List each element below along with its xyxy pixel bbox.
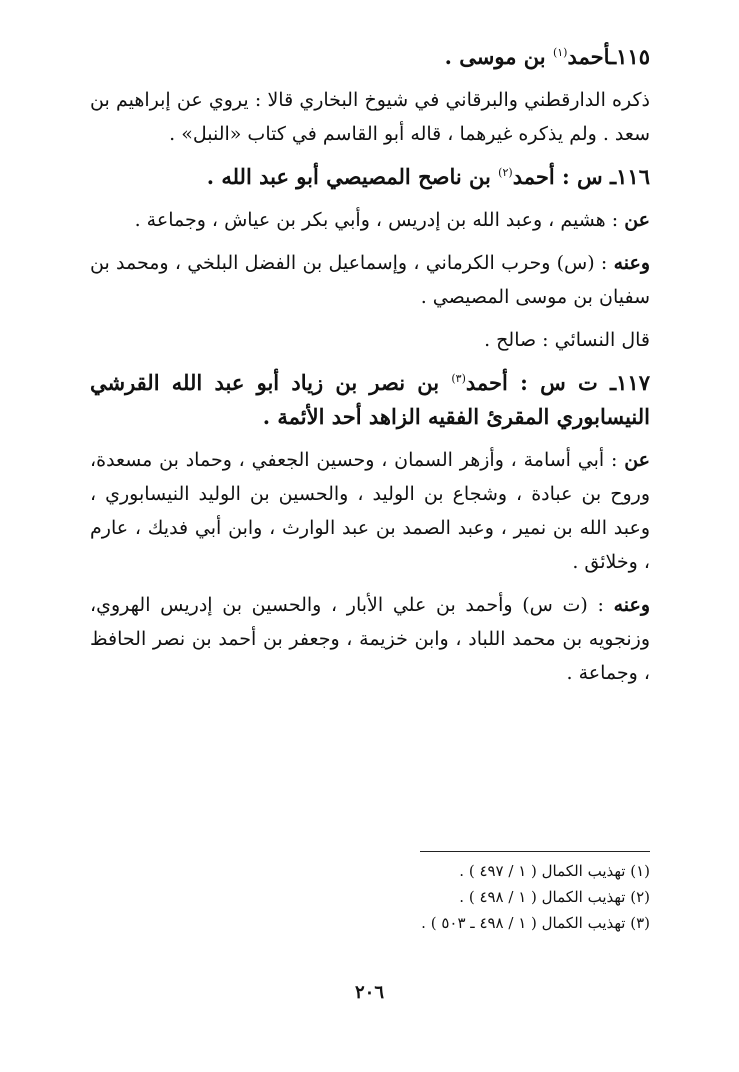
footnote-mark: (٢) [498,166,513,179]
paragraph-text: قال النسائي : صالح . [484,329,650,351]
paragraph-text: ذكره الدارقطني والبرقاني في شيوخ البخاري قالا : يروي عن إبراهيم بن سعد . ولم يذكره غيرهما ، قاله أبو القاسم في كتاب «النبل» . [90,89,650,145]
paragraph-lead: وعنه [613,594,650,616]
footnote: (١) تهذيب الكمال ( ١ / ٤٩٧ ) . [459,862,650,880]
entry-heading [90,40,650,74]
footnote-divider [420,851,650,852]
footnote-mark: (١) [552,46,568,59]
entry-paragraph [90,323,650,357]
paragraph-text: : أبي أسامة ، وأزهر السمان ، وحسين الجعفي ، وحماد بن مسعدة، وروح بن عبادة ، وشجاع بن الوليد ، والحسين بن الوليد النيسابوري ، وعبد الله بن نمير ، وعبد الصمد بن عبد الوارث ، وابن أبي فديك ، عارم ، وخلائق . [90,449,650,573]
entry-name-rest: بن نصر بن زياد أبو عبد الله القرشي النيسابوري المقرئ الفقيه الزاهد أحد الأئمة . [90,370,650,429]
entry-paragraph [90,443,650,579]
entry-name: أحمد [567,44,610,69]
footnote-mark: (٣) [451,372,466,385]
entry-name: أحمد [512,164,555,189]
entry-paragraph [90,203,650,237]
footnotes [90,858,650,936]
entry-heading [90,366,650,434]
page-body [90,40,650,690]
paragraph-lead: عن [624,209,650,231]
page-number: ٢٠٦ [354,982,384,1003]
footnote: (٣) تهذيب الكمال ( ١ / ٤٩٨ ـ ٥٠٣ ) . [421,914,650,932]
paragraph-text: : (ت س) وأحمد بن علي الأبار ، والحسين بن إدريس الهروي، وزنجويه بن محمد اللباد ، وابن خزيمة ، وجعفر بن أحمد بن نصر الحافظ ، وجماعة . [90,594,650,684]
paragraph-text: : هشيم ، وعبد الله بن إدريس ، وأبي بكر بن عياش ، وجماعة . [134,209,625,231]
entry-name-rest: بن ناصح المصيصي أبو عبد الله . [206,164,499,189]
paragraph-lead: عن [624,449,650,471]
entry-number: ١١٧ـ ت س : [507,370,650,395]
entry-paragraph [90,588,650,690]
paragraph-text: : (س) وحرب الكرماني ، وإسماعيل بن الفضل البلخي ، ومحمد بن سفيان بن موسى المصيصي . [90,252,650,308]
entry-number: ١١٦ـ س : [554,164,650,189]
entry-heading [90,160,650,194]
entry-number: ١١٥ـ [610,44,650,69]
footnote: (٢) تهذيب الكمال ( ١ / ٤٩٨ ) . [459,888,650,906]
entry-paragraph [90,83,650,151]
entry-name-rest: بن موسى . [444,44,553,69]
entry-paragraph [90,246,650,314]
paragraph-lead: وعنه [613,252,650,274]
entry-name: أحمد [465,370,508,395]
